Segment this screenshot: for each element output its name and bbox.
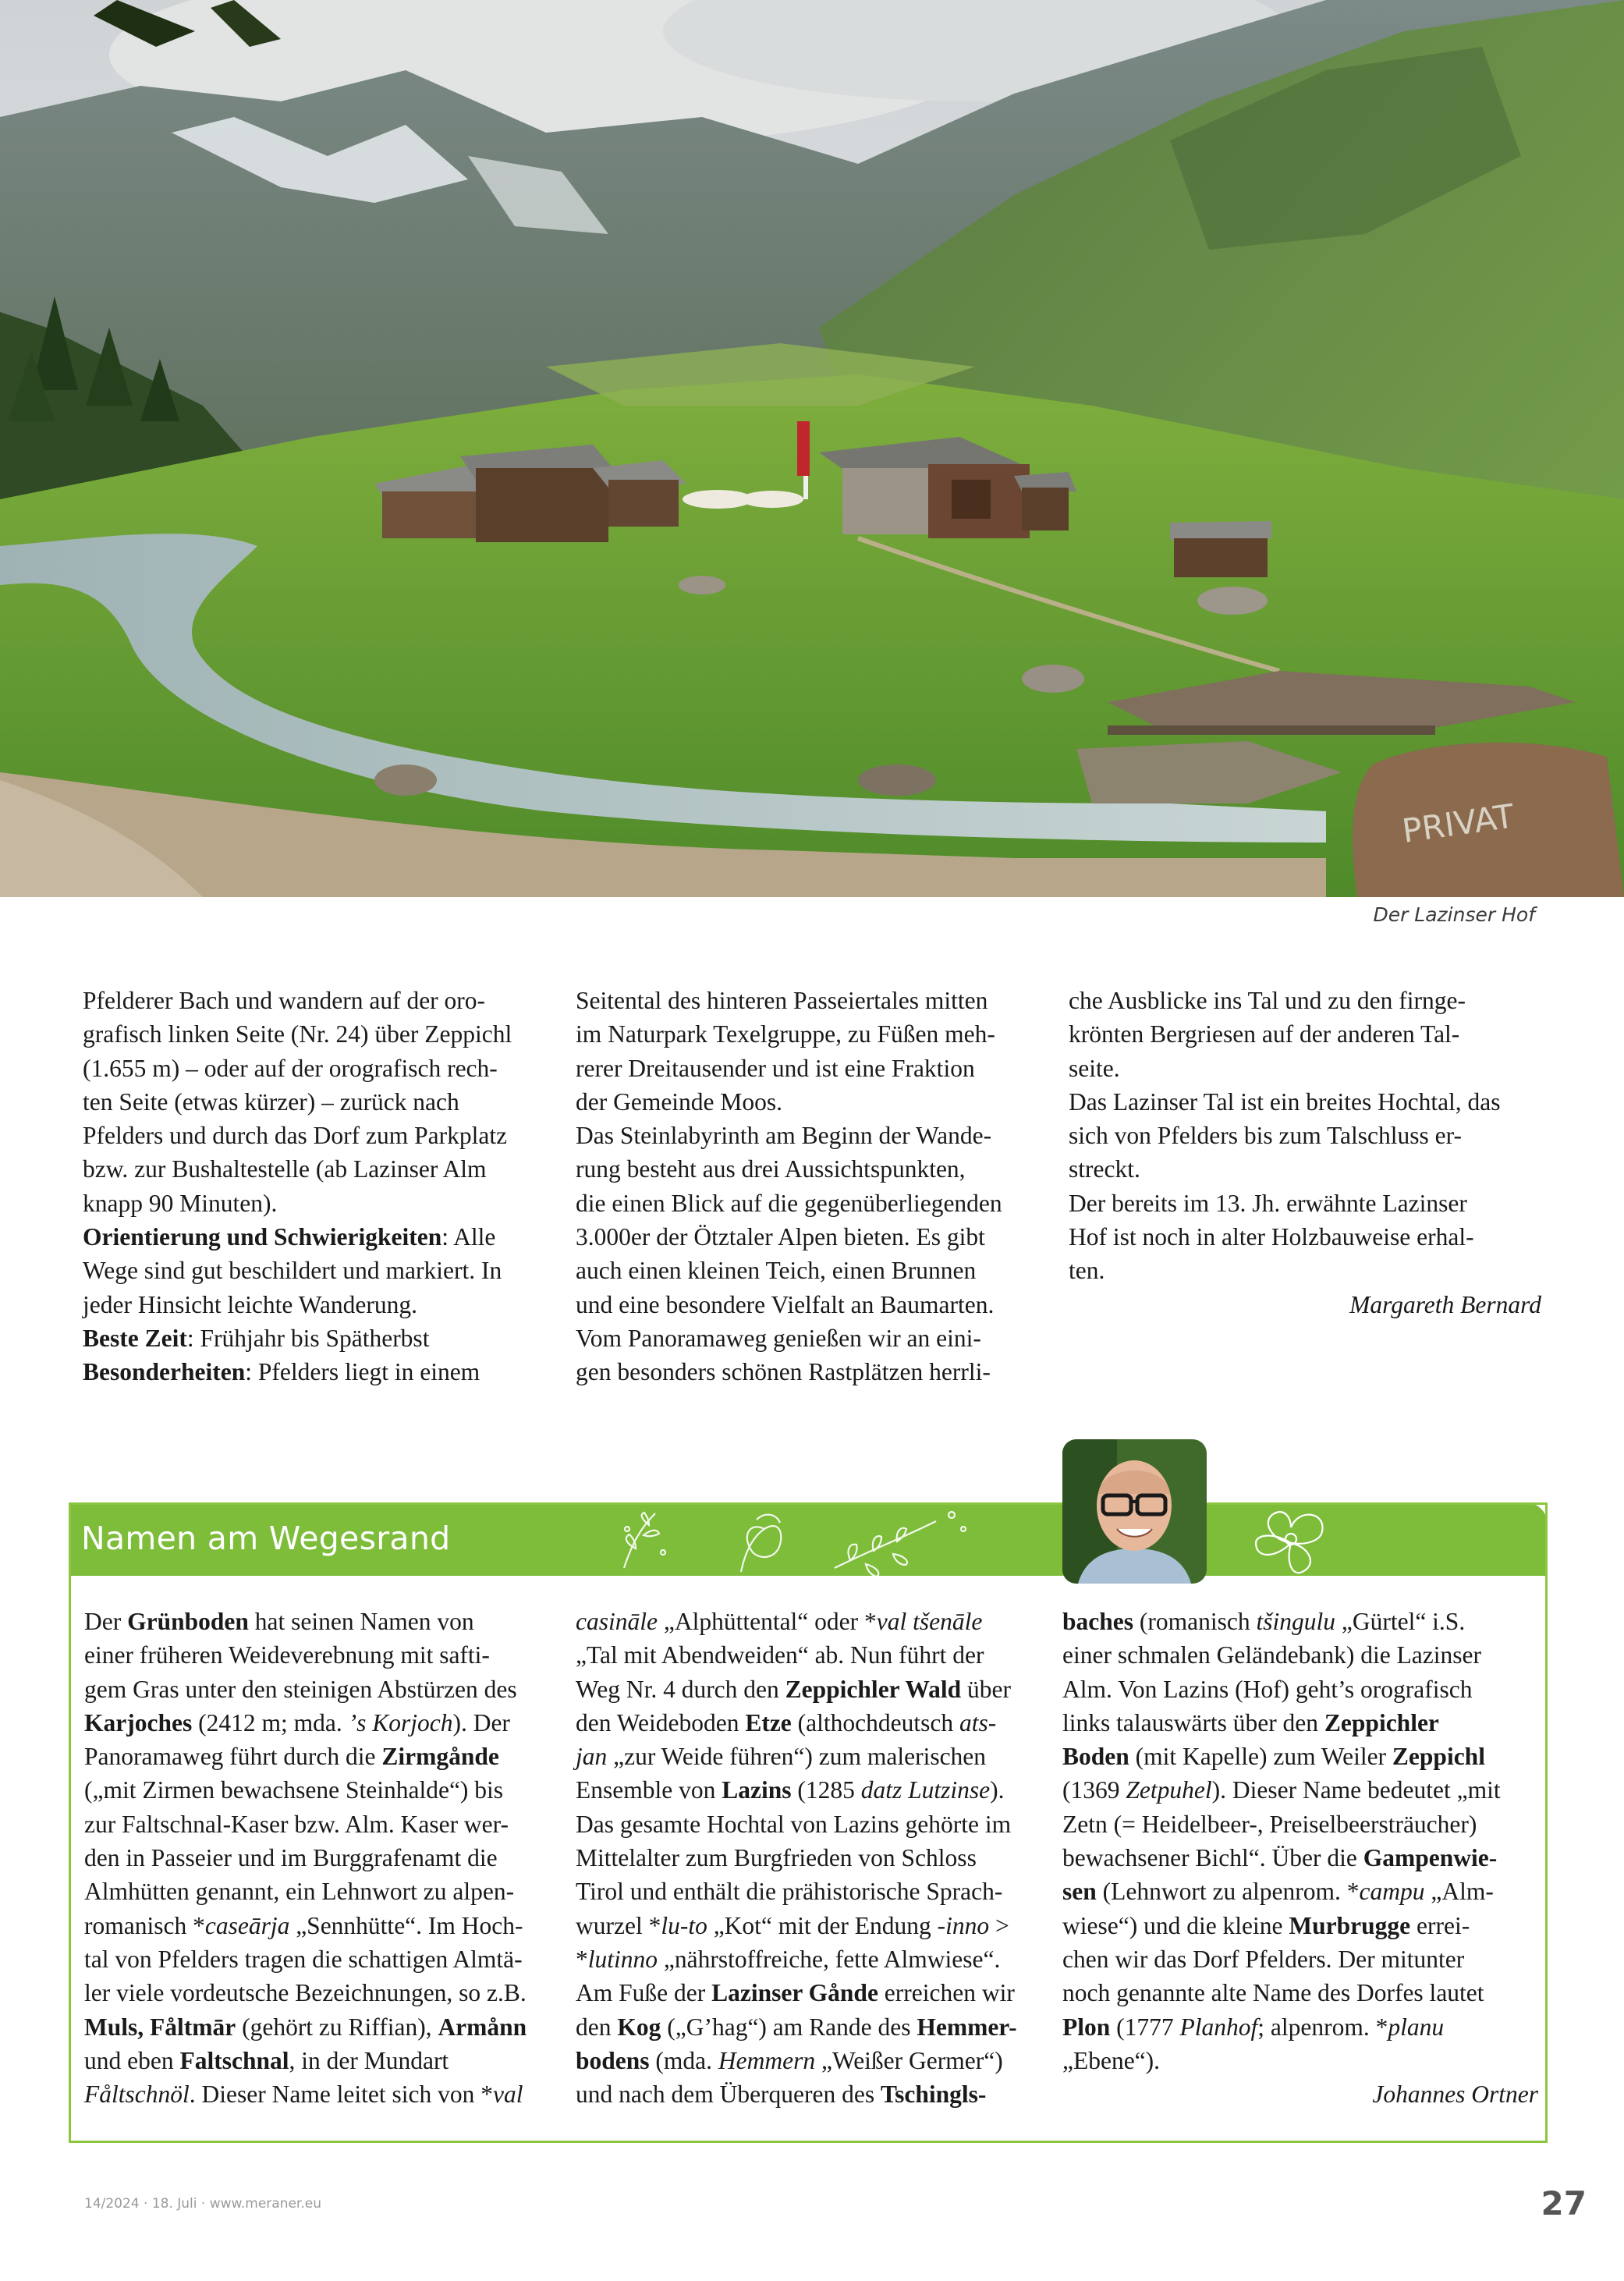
text-run: ). Dieser Name bedeutet „mit (1211, 1776, 1501, 1804)
text-run: Weg Nr. 4 durch den (576, 1675, 785, 1703)
text-run: Almhütten genannt, ein Lehnwort zu alpen- (84, 1878, 515, 1906)
text-run: > (989, 1911, 1009, 1939)
box-line (1062, 1875, 1538, 1908)
article-line: ten Seite (etwas kürzer) – zurück nach (83, 1087, 459, 1116)
text-run: bewachsener Bichl“. Über die (1062, 1844, 1363, 1872)
bold-term: Zirmgånde (381, 1743, 499, 1771)
article-line: Der bereits im 13. Jh. erwähnte Lazinser (1069, 1189, 1467, 1217)
text-run: „Tal mit Abendweiden“ ab. Nun führt der (576, 1641, 984, 1669)
text-run: erreichen wir (878, 1979, 1015, 2007)
alpine-landscape-image (0, 0, 1624, 897)
italic-term: casināle (576, 1608, 658, 1635)
italic-term: datz Lutzinse (860, 1776, 991, 1804)
text-run: zur Faltschnal-Kaser bzw. Alm. Kaser wer- (84, 1810, 509, 1838)
italic-term: Zetpuhel (1126, 1776, 1212, 1804)
article-line: gen besonders schönen Rastplätzen herrli- (576, 1358, 991, 1386)
article-line: Seitental des hinteren Passeiertales mitten (576, 987, 988, 1014)
article-line: streckt. (1069, 1155, 1140, 1183)
text-run: (mit Kapelle) zum Weiler (1129, 1743, 1392, 1771)
article-col1-lines (83, 984, 555, 1220)
text-run: wurzel * (576, 1911, 661, 1939)
text-run: („Gʼhag“) am Rande des (661, 2013, 917, 2041)
box-line (1062, 1605, 1538, 1638)
text-run: „Alphüttental“ oder * (657, 1608, 877, 1635)
box-line (1062, 2044, 1538, 2077)
box-line (84, 2077, 558, 2111)
text-run: wiese“) und die kleine (1062, 1911, 1289, 1939)
box-column-1 (84, 1605, 558, 2111)
bold-term: Plon (1062, 2013, 1111, 2041)
bold-term: Kog (617, 2013, 661, 2041)
box-line (576, 1875, 1044, 1908)
text-run: ). (990, 1776, 1005, 1804)
orientation-line: : Alle (441, 1223, 496, 1251)
text-run: ler viele vordeutsche Bezeichnungen, so z.B. (84, 1979, 527, 2007)
box-line (84, 1773, 558, 1807)
text-run: (gehört zu Riffian), (236, 2013, 438, 2041)
box-line (576, 2044, 1044, 2077)
box-line (576, 1706, 1044, 1740)
article-line: Hof ist noch in alter Holzbauweise erhal- (1069, 1223, 1474, 1251)
bold-term: Gampenwie- (1363, 1844, 1498, 1872)
text-run: den Weideboden (576, 1708, 746, 1736)
bold-term: Muls, Fåltmār (84, 2013, 236, 2041)
bold-term: Zeppichler Wald (785, 1675, 962, 1703)
text-run: („mit Zirmen bewachsene Steinhalde“) bis (84, 1776, 504, 1804)
text-run: Der (84, 1608, 128, 1635)
box-line (576, 1638, 1044, 1672)
special-paragraph (83, 1355, 555, 1389)
box-line (1062, 1909, 1538, 1942)
box-line (84, 2044, 558, 2077)
article-line: rung besteht aus drei Aussichtspunkten, (576, 1155, 966, 1183)
text-run: gem Gras unter den steinigen Abstürzen des (84, 1675, 517, 1703)
text-run: tal von Pfelders tragen die schattigen Almtä- (84, 1945, 523, 1973)
article-line: knapp 90 Minuten). (83, 1189, 278, 1217)
article-col3-lines (1069, 984, 1541, 1288)
bold-term: Hemmer- (917, 2013, 1017, 2041)
text-run: über (961, 1675, 1012, 1703)
article-line: sich von Pfelders bis zum Talschluss er- (1069, 1122, 1462, 1150)
text-run: „Alm- (1424, 1878, 1494, 1906)
box-line (84, 1638, 558, 1672)
italic-term: lutinno (587, 1945, 658, 1973)
box-line (576, 1909, 1044, 1942)
text-run: Tirol und enthält die prähistorische Sprach- (576, 1878, 1003, 1906)
text-run: „Sennhütte“. Im Hoch- (289, 1911, 523, 1939)
box-line (84, 1841, 558, 1875)
box-line (84, 2010, 558, 2044)
text-run: links talauswärts über den (1062, 1708, 1324, 1736)
box-column-2 (576, 1605, 1044, 2111)
italic-term: Hemmern (718, 2046, 816, 2074)
orientation-line: jeder Hinsicht leichte Wanderung. (83, 1290, 417, 1318)
box-line (576, 1673, 1044, 1706)
italic-term: caseārja (204, 1911, 290, 1939)
text-run: „Kot“ mit der Endung (707, 1911, 938, 1939)
box-line (576, 1773, 1044, 1807)
text-run: einer schmalen Geländebank) die Lazinser (1062, 1641, 1481, 1669)
hero-photo (0, 0, 1624, 897)
poppy-flower-icon (1248, 1504, 1334, 1576)
rock-sign-text: PRIVAT (1399, 796, 1517, 850)
bold-term: Faltschnal (179, 2046, 289, 2074)
text-run: (mda. (649, 2046, 718, 2074)
article-line: bzw. zur Bushaltestelle (ab Lazinser Alm (83, 1155, 487, 1183)
article-line: im Naturpark Texelgruppe, zu Füßen meh- (576, 1020, 995, 1048)
italic-term: -inno (937, 1911, 990, 1939)
italic-term: lu-to (661, 1911, 707, 1939)
box-line (576, 1605, 1044, 1638)
box-line (1062, 1807, 1538, 1841)
footer-issue-info: 14/2024 · 18. Juli · www.meraner.eu (84, 2196, 321, 2212)
best-time-text: : Frühjahr bis Spätherbst (186, 1324, 430, 1352)
box-line (1062, 1773, 1538, 1807)
text-run: „nährstoffreiche, fette Almwiese“. (658, 1945, 1001, 1973)
italic-term: Fåltschnöl (84, 2081, 190, 2109)
text-run: „Weißer Germer“) (815, 2046, 1003, 2074)
text-run: romanisch * (84, 1911, 205, 1939)
article-line: auch einen kleinen Teich, einen Brunnen (576, 1257, 977, 1285)
author-portrait (1062, 1439, 1207, 1584)
text-run: und eben (84, 2046, 180, 2074)
article-line: der Gemeinde Moos. (576, 1087, 783, 1116)
best-time-label: Beste Zeit (83, 1324, 187, 1352)
box-line (576, 1807, 1044, 1841)
text-run: Zetn (= Heidelbeer-, Preiselbeersträucher) (1062, 1810, 1477, 1838)
article-line: Pfelders und durch das Dorf zum Parkplatz (83, 1122, 508, 1150)
bold-term: Boden (1062, 1743, 1129, 1771)
article-line: ten. (1069, 1257, 1105, 1285)
best-time-paragraph (83, 1321, 555, 1355)
bold-term: baches (1062, 1608, 1134, 1635)
box-line (576, 1976, 1044, 2010)
page-number: 27 (1541, 2184, 1587, 2222)
article-line: Das Steinlabyrinth am Beginn der Wande- (576, 1122, 992, 1150)
text-run: Das gesamte Hochtal von Lazins gehörte im (576, 1810, 1012, 1838)
box-line (576, 1841, 1044, 1875)
italic-term: val tšenāle (876, 1608, 983, 1635)
box-column-3 (1062, 1605, 1538, 2111)
orientation-label: Orientierung und Schwierigkeiten (83, 1223, 442, 1251)
italic-term: jan (576, 1743, 608, 1771)
box-line (84, 1942, 558, 1976)
article-line: rerer Dreitausender und ist eine Fraktion (576, 1054, 975, 1082)
box-line (1062, 1673, 1538, 1706)
text-run: und nach dem Überqueren des (576, 2081, 881, 2109)
bold-term: sen (1062, 1878, 1097, 1906)
box-line (1062, 1976, 1538, 2010)
box-line (1062, 1706, 1538, 1740)
box-line (84, 1909, 558, 1942)
box-line (84, 1605, 558, 1638)
bold-term: Murbrugge (1289, 1911, 1411, 1939)
box-line (84, 1976, 558, 2010)
italic-term: val (493, 2081, 523, 2109)
box-line (1062, 1638, 1538, 1672)
article-line: che Ausblicke ins Tal und zu den firnge- (1069, 987, 1466, 1014)
text-run: noch genannte alte Name des Dorfes lautet (1062, 1979, 1484, 2007)
italic-term: tšingulu (1256, 1608, 1335, 1635)
bold-term: Zeppichl (1392, 1743, 1485, 1771)
article-line: Pfelderer Bach und wandern auf der oro- (83, 987, 486, 1014)
bold-term: bodens (576, 2046, 650, 2074)
text-run: „Ebene“). (1062, 2046, 1161, 2074)
portrait-photo (1062, 1439, 1207, 1584)
article-line: Vom Panoramaweg genießen wir an eini- (576, 1324, 981, 1352)
bold-term: Lazins (722, 1776, 792, 1804)
text-run: , in der Mundart (289, 2046, 449, 2074)
text-run: . Dieser Name leitet sich von * (189, 2081, 494, 2109)
box-line (1062, 2010, 1538, 2044)
text-run: errei- (1410, 1911, 1470, 1939)
article-line: 3.000er der Ötztaler Alpen bieten. Es gibt (576, 1223, 985, 1251)
article-author: Margareth Bernard (1349, 1290, 1541, 1318)
article-line: und eine besondere Vielfalt an Baumarten. (576, 1290, 995, 1318)
italic-term: ats- (959, 1708, 997, 1736)
article-column-2 (576, 984, 1044, 1389)
box-line (84, 1740, 558, 1773)
box-line (1062, 1841, 1538, 1875)
special-label: Besonderheiten (83, 1358, 246, 1386)
text-run: (Lehnwort zu alpenrom. * (1096, 1878, 1360, 1906)
box-line (84, 1706, 558, 1740)
article-column-3 (1069, 984, 1541, 1321)
bold-term: Etze (745, 1708, 792, 1736)
italic-term: planu (1388, 2013, 1445, 2041)
text-run: Panoramaweg führt durch die (84, 1743, 382, 1771)
bold-term: Tschingls- (880, 2081, 987, 2109)
text-run: (romanisch (1133, 1608, 1257, 1635)
bold-term: Lazinser Gånde (711, 1979, 878, 2007)
text-run: Am Fuße der (576, 1979, 712, 2007)
text-run: chen wir das Dorf Pfelders. Der mitunter (1062, 1945, 1465, 1973)
box-line (84, 1673, 558, 1706)
italic-term: ʼs Korjoch (348, 1708, 453, 1736)
bold-term: Zeppichler (1324, 1708, 1439, 1736)
text-run: (2412 m; mda. (192, 1708, 349, 1736)
text-run: (1777 (1110, 2013, 1180, 2041)
box-line (576, 1942, 1044, 1976)
plant-line-art-icon (608, 1506, 1014, 1576)
article-line: grafisch linken Seite (Nr. 24) über Zeppichl (83, 1020, 512, 1048)
orientation-line: Wege sind gut beschildert und markiert. In (83, 1257, 502, 1285)
text-run: Mittelalter zum Burgfrieden von Schloss (576, 1844, 977, 1872)
text-run: hat seinen Namen von (248, 1608, 474, 1635)
box-title: Namen am Wegesrand (81, 1520, 451, 1557)
text-run: * (576, 1945, 588, 1973)
article-line: die einen Blick auf die gegenüberliegenden (576, 1189, 1002, 1217)
photo-caption: Der Lazinser Hof (1373, 903, 1535, 926)
box-line (1062, 1740, 1538, 1773)
box-line (576, 2077, 1044, 2111)
article-column-1 (83, 984, 555, 1389)
box-author: Johannes Ortner (1372, 2081, 1538, 2109)
box-line (576, 2010, 1044, 2044)
italic-term: Planhof (1179, 2013, 1258, 2041)
bold-term: Grünboden (127, 1608, 249, 1635)
text-run: den in Passeier und im Burggrafenamt die (84, 1844, 498, 1872)
text-run: ). Der (452, 1708, 510, 1736)
italic-term: campu (1359, 1878, 1425, 1906)
text-run: „Gürtel“ i.S. (1335, 1608, 1466, 1635)
special-text: : Pfelders liegt in einem (245, 1358, 480, 1386)
box-line (1062, 1942, 1538, 1976)
text-run: ; alpenrom. * (1257, 2013, 1388, 2041)
text-run: den (576, 2013, 618, 2041)
orientation-paragraph (83, 1220, 555, 1321)
box-line (84, 1807, 558, 1841)
box-line (84, 1875, 558, 1908)
article-line: krönten Bergriesen auf der anderen Tal- (1069, 1020, 1460, 1048)
text-run: Alm. Von Lazins (Hof) geht’s orografisch (1062, 1675, 1473, 1703)
text-run: (althochdeutsch (791, 1708, 959, 1736)
text-run: Ensemble von (576, 1776, 722, 1804)
text-run: „zur Weide führen“) zum malerischen (607, 1743, 987, 1771)
bold-term: Karjoches (84, 1708, 193, 1736)
text-run: (1285 (791, 1776, 861, 1804)
box-line (576, 1740, 1044, 1773)
text-run: (1369 (1062, 1776, 1126, 1804)
article-line: seite. (1069, 1054, 1120, 1082)
text-run: einer früheren Weideverebnung mit safti- (84, 1641, 490, 1669)
article-line: (1.655 m) – oder auf der orografisch rech- (83, 1054, 498, 1082)
bold-term: Armånn (438, 2013, 527, 2041)
article-line: Das Lazinser Tal ist ein breites Hochtal, das (1069, 1087, 1501, 1116)
box-col3-lines (1062, 1605, 1538, 2077)
